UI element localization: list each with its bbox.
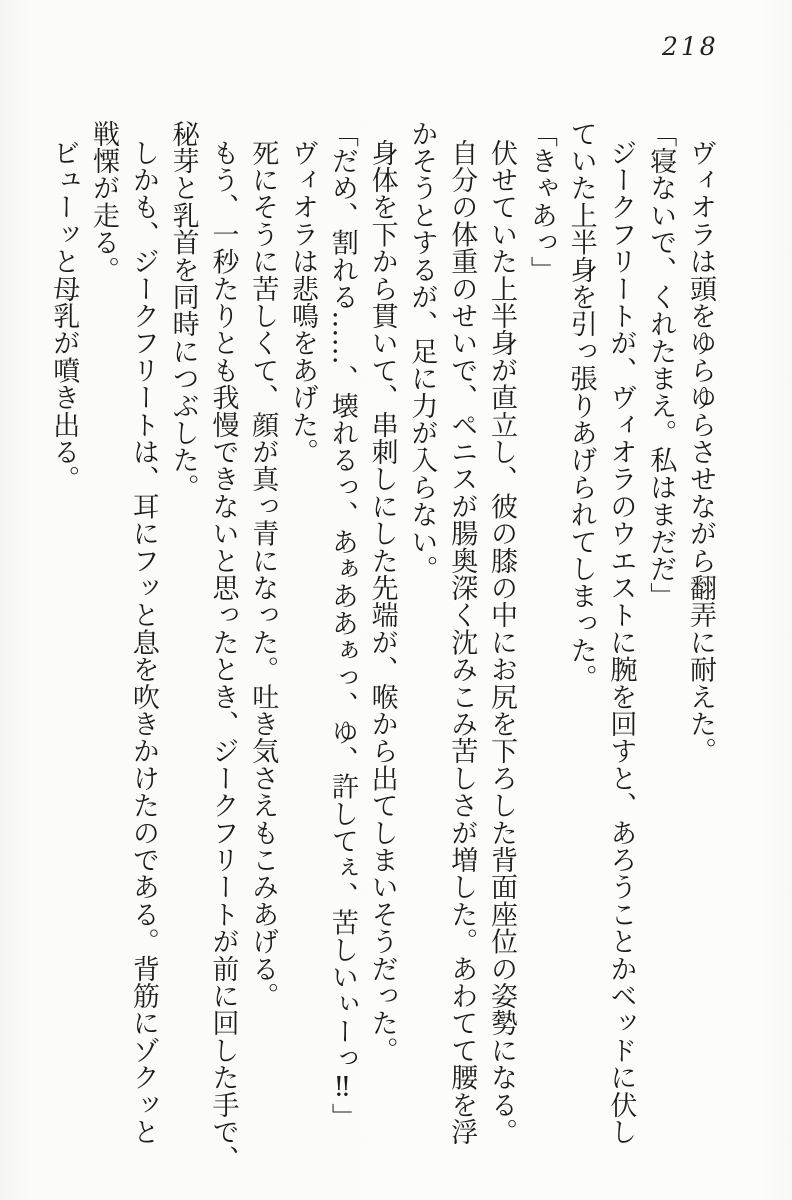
text-line: ていた上半身を引っ張りあげられてしまった。 xyxy=(565,120,597,692)
text-line: しかも、ジークフリートは、耳にフッと息を吹きかけたのである。背筋にゾクッと xyxy=(127,138,159,1146)
page-number: 218 xyxy=(662,32,719,61)
text-line: 自分の体重のせいで、ペニスが腸奥深く沈みこみ苦しさが増した。あわてて腰を浮 xyxy=(446,138,478,1146)
text-line: 秘芽と乳首を同時につぶした。 xyxy=(167,120,199,501)
text-line: 伏せていた上半身が直立し、彼の膝の中にお尻を下ろした背面座位の姿勢になる。 xyxy=(486,138,518,1146)
text-line: かそうとするが、足に力が入らない。 xyxy=(406,120,438,583)
text-line: もう、一秒たりとも我慢できないと思ったとき、ジークフリートが前に回した手で、 xyxy=(207,138,239,1173)
text-line: ヴィオラは頭をゆらゆらさせながら翻弄に耐えた。 xyxy=(685,138,716,765)
text-line: 「寝ないで、くれたまえ。私はまだだ」 xyxy=(645,120,677,610)
text-line: 「だめ、割れる……、壊れるっ、あぁああぁっ、ゆ、許してぇ、苦しいぃーっ‼」 xyxy=(326,120,358,1131)
text-line: 戦慄が走る。 xyxy=(88,120,120,284)
vertical-text-block xyxy=(43,120,720,1175)
text-line: 死にそうに苦しくて、顔が真っ青になった。吐き気さえもこみあげる。 xyxy=(247,138,279,1010)
text-line: 身体を下から貫いて、串刺しにした先端が、喉から出てしまいそうだった。 xyxy=(366,138,398,1064)
text-line: 「きゃあっ」 xyxy=(525,120,557,284)
text-line: ヴィオラは悲鳴をあげた。 xyxy=(287,138,319,466)
text-line: ビューッと母乳が噴き出る。 xyxy=(48,138,80,493)
text-line: ジークフリートが、ヴィオラのウエストに腕を回すと、あろうことかベッドに伏し xyxy=(605,138,637,1146)
